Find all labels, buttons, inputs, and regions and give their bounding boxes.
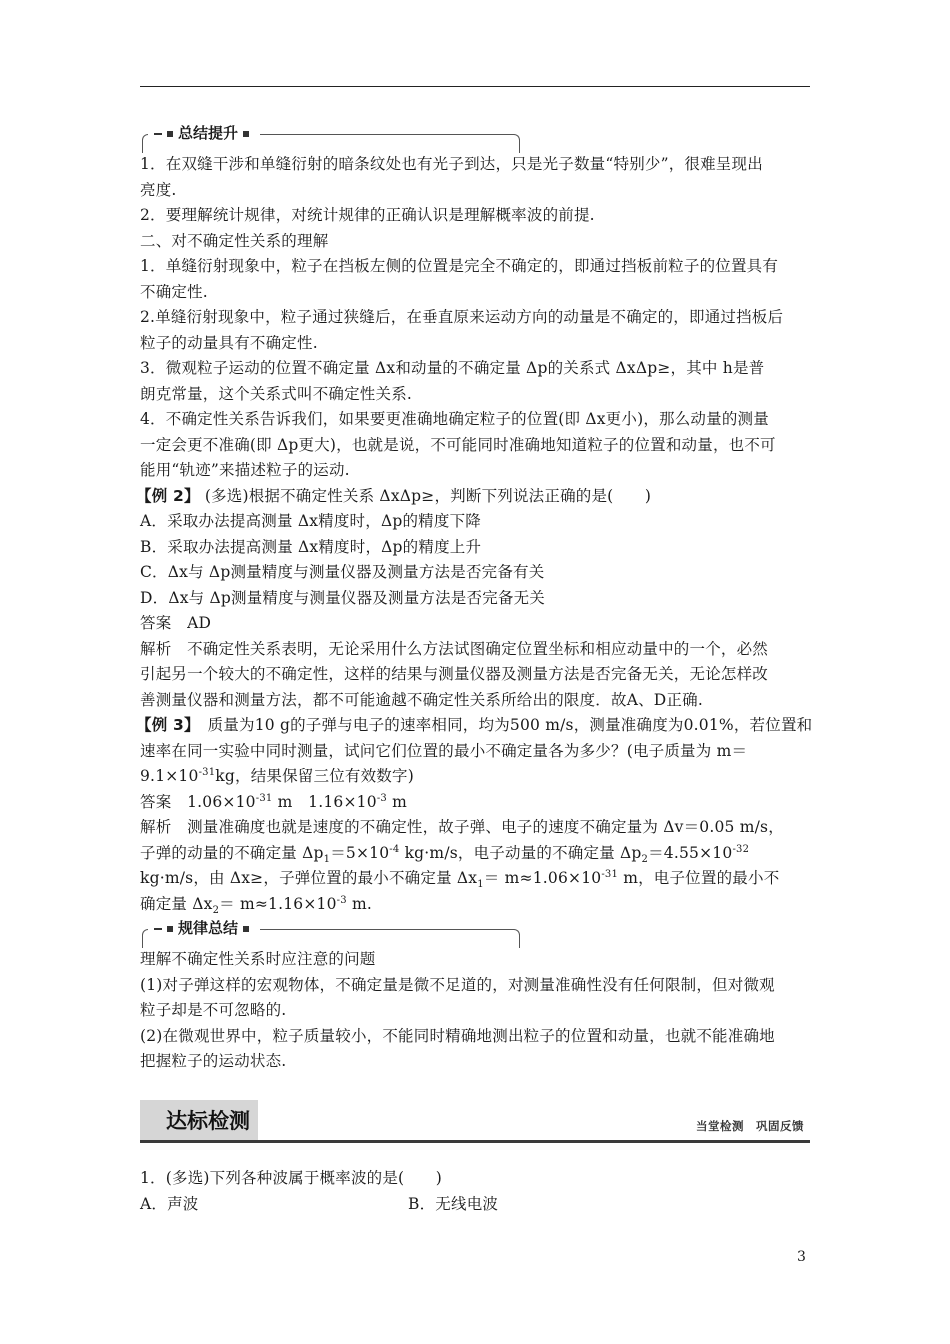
example3-analysis: 确定量 $\Delta x_2= m\approx 1.16\times 10^{-3}$ m.: [140, 894, 372, 916]
page-body: [136, 122, 813, 1075]
example3-analysis: 解析 测量准确度也就是速度的不确定性，故子弹、电子的速度不确定量为 Δv＝0.05 m/s，: [140, 818, 784, 836]
section-line: 能用“轨迹”来描述粒子的运动.: [140, 461, 350, 479]
rule-summary-heading: 规律总结: [178, 919, 239, 937]
quiz-question: [140, 1166, 812, 1217]
page-number: 3: [797, 1249, 806, 1265]
quiz-option-b: B．无线电波: [408, 1194, 499, 1213]
example3-question: 【例 3】 质量为10 g的子弹与电子的速率相同，均为500 m/s，测量准确度为0.01%，若位置和: [136, 716, 813, 734]
example3-tag: 【例 3】: [136, 716, 192, 734]
quiz-question-text: 1．(多选)下列各种波属于概率波的是( ): [140, 1169, 442, 1187]
section-line: 3．微观粒子运动的位置不确定量 Δx和动量的不确定量 Δp的关系式 ΔxΔp≥，其中 h是普: [140, 359, 765, 377]
rule-summary-line: 理解不确定性关系时应注意的问题: [140, 950, 376, 968]
section-line: 朗克常量，这个关系式叫不确定性关系.: [140, 384, 413, 403]
summary-heading: 总结提升: [178, 124, 239, 142]
example2-option-b: B．采取办法提高测量 Δx精度时，Δp的精度上升: [140, 537, 482, 556]
example2-answer: 答案 AD: [140, 614, 212, 632]
section-banner-rule: [140, 1140, 810, 1143]
example2-analysis: 解析 不确定性关系表明，无论采用什么方法试图确定位置坐标和相应动量中的一个，必然: [140, 639, 769, 658]
example2-option-a: A．采取办法提高测量 Δx精度时，Δp的精度下降: [140, 512, 481, 530]
example2-tag: 【例 2】: [136, 486, 200, 505]
section-banner-title: 达标检测: [166, 1109, 250, 1133]
example2-option-c: C．Δx与 Δp测量精度与测量仪器及测量方法是否完备有关: [140, 563, 545, 581]
rule-summary-line: 把握粒子的运动状态.: [140, 1052, 287, 1070]
section-line: 4．不确定性关系告诉我们，如果要更准确地确定粒子的位置(即 Δx更小)，那么动量的测量: [140, 410, 769, 428]
section-line: 不确定性.: [140, 282, 208, 301]
section-line: 1．单缝衍射现象中，粒子在挡板左侧的位置是完全不确定的，即通过挡板前粒子的位置具有: [140, 257, 779, 275]
example3-answer: 答案 $1.06\times 10^{-31}$ m $1.16\times 10^{-3}$ m: [140, 792, 407, 811]
summary-box-header: [140, 122, 812, 152]
rule-summary-line: (2)在微观世界中，粒子质量较小，不能同时精确地测出粒子的位置和动量，也就不能准确地: [140, 1026, 775, 1045]
rule-summary-line: (1)对子弹这样的宏观物体，不确定量是微不足道的，对测量准确性没有任何限制，但对微观: [140, 975, 775, 994]
section-title: 二、对不确定性关系的理解: [140, 231, 329, 250]
example2-analysis: 善测量仪器和测量方法，都不可能逾越不确定性关系所给出的限度．故A、D正确.: [140, 690, 703, 709]
header-rule: [140, 86, 810, 87]
rule-summary-box-header: [140, 917, 812, 947]
section-line: 一定会更不准确(即 Δp更大)，也就是说，不可能同时准确地知道粒子的位置和动量，也不可: [140, 435, 776, 454]
example2-analysis: 引起另一个较大的不确定性，这样的结果与测量仪器及测量方法是否完备无关，无论怎样改: [140, 665, 769, 683]
section-line: 粒子的动量具有不确定性.: [140, 333, 318, 352]
summary-line: 1．在双缝干涉和单缝衍射的暗条纹处也有光子到达，只是光子数量“特别少”，很难呈现出: [140, 155, 763, 173]
example2-question: 【例 2】 (多选)根据不确定性关系 ΔxΔp≥，判断下列说法正确的是( ): [136, 486, 652, 505]
section-banner-subtitle: 当堂检测 巩固反馈: [696, 1119, 804, 1133]
example3-question: $9.1\times 10^{-31}kg$，结果保留三位有效数字): [140, 766, 414, 785]
example3-question: 速率在同一实验中同时测量，试问它们位置的最小不确定量各为多少？(电子质量为 m＝: [140, 741, 748, 760]
section-banner: [140, 1100, 810, 1142]
example3-analysis: kg·m/s，由 Δx≥，子弹位置的最小不确定量 $\Delta x_1= m\approx 1.06\times 10^{-31}$ m，电子位置的最小不: [140, 868, 780, 891]
example3-analysis: 子弹的动量的不确定量 $\Delta p_1=5\times 10^{-4}$ kg·m/s，电子动量的不确定量 $\Delta p_2=4.55\times 10^{-32}$: [140, 843, 750, 865]
section-line: 2.单缝衍射现象中，粒子通过狭缝后，在垂直原来运动方向的动量是不确定的，即通过挡板后: [140, 308, 784, 326]
example2-option-d: D．Δx与 Δp测量精度与测量仪器及测量方法是否完备无关: [140, 588, 546, 607]
rule-summary-line: 粒子却是不可忽略的.: [140, 1001, 287, 1019]
quiz-options: [140, 1192, 812, 1218]
summary-line: 2．要理解统计规律，对统计规律的正确认识是理解概率波的前提.: [140, 206, 595, 224]
summary-line: 亮度.: [140, 180, 177, 199]
quiz-option-a: A．声波: [140, 1194, 199, 1213]
